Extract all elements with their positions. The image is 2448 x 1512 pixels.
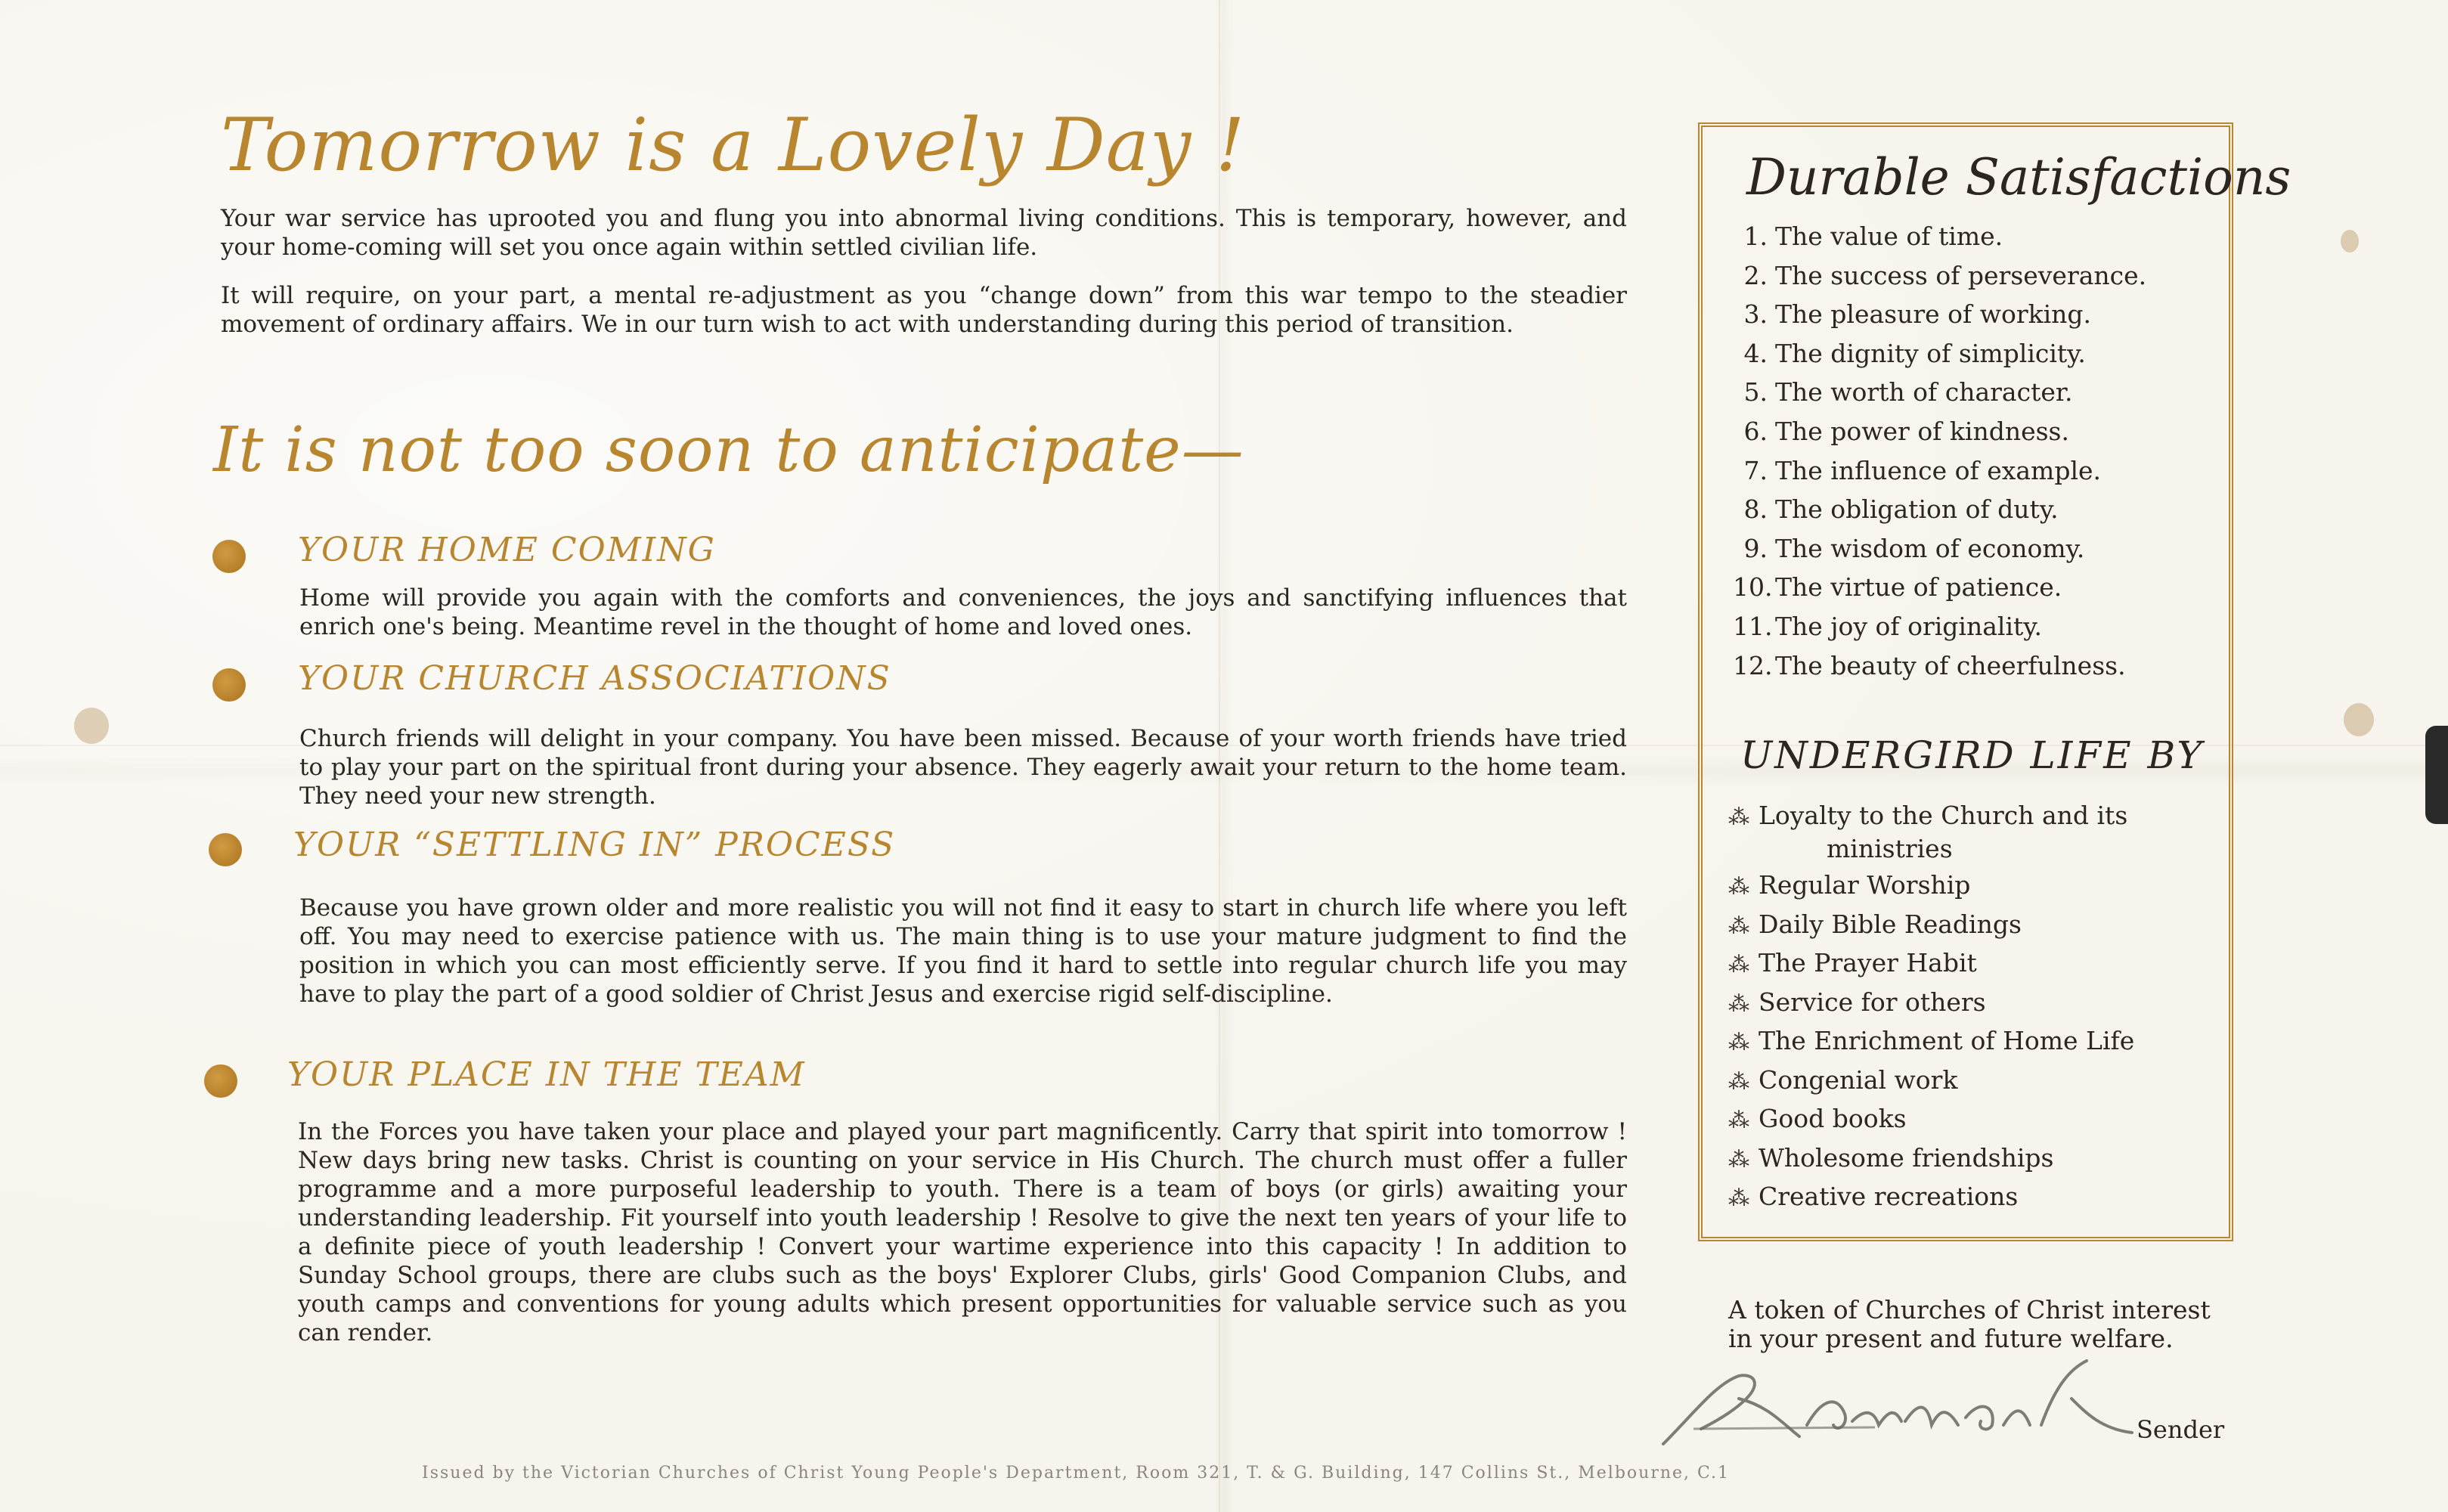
section-title-settling-in: YOUR “SETTLING IN” PROCESS <box>293 826 896 864</box>
list-item <box>1733 417 2202 456</box>
section-body-church-associations: Church friends will delight in your company. You have been missed. Because of your worth friends have tried to play your part on the spiritual front during your absence. They eagerly await your return to the home team. They need your new strength. <box>299 725 1627 810</box>
item-text: The dignity of simplicity. <box>1775 338 2086 368</box>
asterism-icon: ⁂ <box>1728 990 1749 1016</box>
item-text: Daily Bible Readings <box>1759 909 2022 939</box>
asterism-icon: ⁂ <box>1728 952 1749 977</box>
item-number: 10. <box>1733 572 1773 603</box>
item-text: Creative recreations <box>1759 1182 2019 1211</box>
item-text: Regular Worship <box>1759 870 1971 900</box>
item-number: 6. <box>1743 416 1768 446</box>
satisfactions-list <box>1733 222 2202 689</box>
list-item <box>1733 651 2202 690</box>
asterism-icon: ⁂ <box>1728 912 1749 938</box>
section-body-home-coming: Home will provide you again with the comforts and conveniences, the joys and sanctifying influences that enrich one's being. Meantime revel in the thought of home and loved ones. <box>299 584 1627 640</box>
handwritten-signature <box>1648 1353 2177 1459</box>
list-item <box>1728 1064 2212 1104</box>
list-item <box>1728 947 2212 987</box>
section-title-home-coming: YOUR HOME COMING <box>298 531 716 569</box>
item-number: 5. <box>1743 377 1768 407</box>
undergird-list <box>1728 800 2212 1220</box>
anticipate-heading: It is not too soon to anticipate— <box>213 414 1244 486</box>
item-number: 9. <box>1743 533 1768 563</box>
list-item <box>1728 987 2212 1026</box>
list-item <box>1728 869 2212 909</box>
item-text: Good books <box>1759 1104 1907 1133</box>
list-item <box>1733 534 2202 573</box>
stain-mark <box>2344 703 2374 736</box>
asterism-icon: ⁂ <box>1728 874 1749 899</box>
bullet-dot <box>212 668 246 702</box>
item-text: Service for others <box>1759 987 1986 1017</box>
item-text: Loyalty to the Church and its <box>1759 801 2128 830</box>
list-item <box>1733 456 2202 495</box>
item-text: The obligation of duty. <box>1775 494 2059 525</box>
item-text: The Prayer Habit <box>1759 948 1977 978</box>
item-text: The pleasure of working. <box>1775 299 2092 330</box>
intro-paragraph-1: Your war service has uprooted you and flung you into abnormal living conditions. This is temporary, however, and your home-coming will set you once again within settled civilian life. <box>221 205 1627 261</box>
list-item <box>1728 909 2212 948</box>
list-item <box>1733 494 2202 534</box>
sender-label: Sender <box>2137 1415 2225 1444</box>
list-item <box>1733 339 2202 378</box>
item-text: The influence of example. <box>1775 455 2102 485</box>
asterism-icon: ⁂ <box>1728 804 1749 829</box>
item-text: Congenial work <box>1759 1064 1958 1095</box>
list-item <box>1733 222 2202 261</box>
item-number: 8. <box>1743 494 1768 525</box>
item-number: 11. <box>1733 611 1773 641</box>
main-heading: Tomorrow is a Lovely Day ! <box>221 103 1246 187</box>
item-number: 3. <box>1743 299 1768 330</box>
asterism-icon: ⁂ <box>1728 1108 1749 1132</box>
item-text: Wholesome friendships <box>1759 1142 2054 1173</box>
list-item <box>1733 299 2202 339</box>
item-text-continued: ministries <box>1827 834 1953 863</box>
item-number: 2. <box>1743 260 1768 290</box>
item-text: The wisdom of economy. <box>1775 533 2085 563</box>
asterism-icon: ⁂ <box>1728 1146 1749 1172</box>
list-item <box>1728 1181 2212 1220</box>
token-note: A token of Churches of Christ interest in your present and future welfare. <box>1728 1295 2211 1353</box>
list-item <box>1728 1103 2212 1142</box>
undergird-title: UNDERGIRD LIFE BY <box>1740 733 2205 777</box>
stain-mark <box>74 708 109 744</box>
item-text: The value of time. <box>1775 222 2003 251</box>
section-body-place-in-team: In the Forces you have taken your place and played your part magnificently. Carry that spirit into tomorrow ! New days bring new tasks. Christ is counting on your service in His Church. The church must offer a fuller programme and a more purposeful leadership to youth. There is a team of boys (or girls) awaiting your understanding leadership. Fit yourself into youth leadership ! Resolve to give the next ten years of your life to a definite piece of youth leadership ! Convert your wartime experience into this capacity ! In addition to Sunday School groups, there are clubs such as the boys' Explorer Clubs, girls' Good Companion Clubs, and youth camps and conventions for young adults which present opportunities for valuable service such as you can render. <box>298 1118 1627 1346</box>
asterism-icon: ⁂ <box>1728 1030 1749 1055</box>
list-item <box>1733 261 2202 300</box>
list-item <box>1728 1025 2212 1064</box>
asterism-icon: ⁂ <box>1728 1185 1749 1210</box>
intro-paragraph-2: It will require, on your part, a mental re-adjustment as you “change down” from this war tempo to the steadier movement of ordinary affairs. We in our turn wish to act with understanding during this period of transition. <box>221 282 1627 338</box>
item-number: 1. <box>1743 222 1768 251</box>
satisfactions-title: Durable Satisfactions <box>1746 148 2292 206</box>
page-edge-shadow <box>2425 726 2448 824</box>
bullet-dot <box>204 1064 237 1098</box>
item-text: The worth of character. <box>1775 377 2073 407</box>
section-body-settling-in: Because you have grown older and more realistic you will not find it easy to start in church life where you left off. You may need to exercise patience with us. The main thing is to use your mature judgment to find the position in which you can most efficiently serve. If you find it hard to settle into regular church life you may have to play the part of a good soldier of Christ Jesus and exercise rigid self-discipline. <box>299 894 1627 1008</box>
bullet-dot <box>212 540 246 573</box>
item-text: The Enrichment of Home Life <box>1759 1026 2135 1055</box>
list-item <box>1733 377 2202 417</box>
section-title-church-associations: YOUR CHURCH ASSOCIATIONS <box>298 659 891 698</box>
list-item <box>1728 800 2212 869</box>
item-text: The success of perseverance. <box>1775 260 2147 290</box>
item-text: The joy of originality. <box>1775 611 2043 641</box>
section-title-place-in-team: YOUR PLACE IN THE TEAM <box>287 1055 806 1094</box>
stain-mark <box>2341 230 2359 253</box>
item-text: The power of kindness. <box>1775 416 2069 446</box>
list-item <box>1733 572 2202 612</box>
item-text: The beauty of cheerfulness. <box>1775 650 2126 680</box>
bullet-dot <box>209 833 242 866</box>
item-number: 12. <box>1733 650 1773 680</box>
footer-imprint: Issued by the Victorian Churches of Christ Young People's Department, Room 321, T. & G. Building, 147 Collins St., Melbourne, C.1 <box>422 1464 1731 1483</box>
item-number: 7. <box>1743 455 1768 485</box>
item-text: The virtue of patience. <box>1775 572 2062 603</box>
list-item <box>1728 1142 2212 1182</box>
list-item <box>1733 612 2202 651</box>
asterism-icon: ⁂ <box>1728 1068 1749 1094</box>
item-number: 4. <box>1743 338 1768 368</box>
